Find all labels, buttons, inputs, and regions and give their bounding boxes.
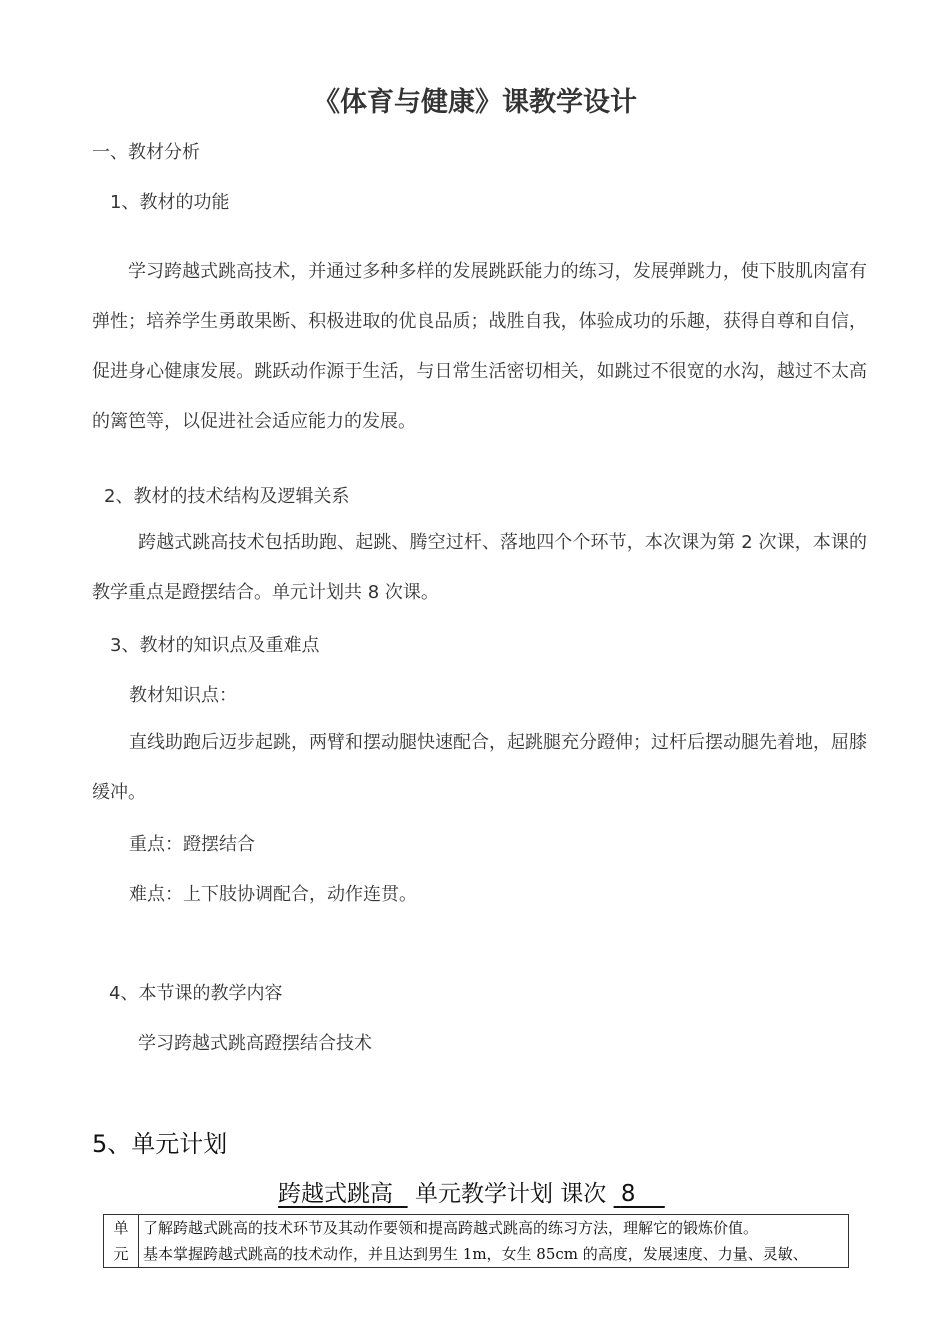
section1-heading: 一、教材分析 bbox=[92, 142, 200, 163]
content-line1: 了解跨越式跳高的技术环节及其动作要领和提高跨越式跳高的练习方法，理解它的锻炼价值。 bbox=[143, 1219, 759, 1237]
unit-plan-title bbox=[278, 1175, 665, 1208]
row-content-cell bbox=[139, 1215, 849, 1268]
subsection2-heading: 2、教材的技术结构及逻辑关系 bbox=[104, 486, 350, 507]
unit-plan-label: 单元教学计划 bbox=[414, 1181, 553, 1207]
subsection3-heading: 3、教材的知识点及重难点 bbox=[110, 635, 320, 656]
row-label-cell bbox=[104, 1215, 139, 1268]
knowledge-paragraph: 直线助跑后迈步起跳，两臂和摆动腿快速配合，起跳腿充分蹬伸；过杆后摆动腿先着地，屈膝缓冲。 bbox=[92, 732, 867, 803]
knowledge-label: 教材知识点： bbox=[129, 685, 237, 706]
subsection2-paragraph: 跨越式跳高技术包括助跑、起跳、腾空过杆、落地四个个环节，本次课为第 2 次课，本课的教学重点是蹬摆结合。单元计划共 8 次课。 bbox=[92, 532, 867, 603]
subsection5-heading: 5、单元计划 bbox=[92, 1130, 228, 1158]
lessons-value: 8 bbox=[620, 1181, 636, 1207]
unit-topic: 跨越式跳高 bbox=[278, 1181, 393, 1207]
content-line2: 基本掌握跨越式跳高的技术动作，并且达到男生 1m，女生 85cm 的高度，发展速度、力量、灵敏、 bbox=[143, 1245, 808, 1263]
lessons-label: 课次 bbox=[560, 1181, 607, 1207]
unit-plan-table bbox=[103, 1214, 849, 1268]
document-title: 《体育与健康》课教学设计 bbox=[313, 87, 637, 118]
table-row bbox=[104, 1215, 849, 1268]
subsection1-heading: 1、教材的功能 bbox=[110, 192, 230, 213]
row-label-line2: 元 bbox=[113, 1245, 129, 1263]
difficulty: 难点：上下肢协调配合，动作连贯。 bbox=[129, 884, 417, 905]
row-label-line1: 单 bbox=[113, 1219, 129, 1237]
lessons-value-field bbox=[614, 1181, 665, 1207]
subsection4-heading: 4、本节课的教学内容 bbox=[109, 983, 283, 1004]
subsection1-paragraph: 学习跨越式跳高技术，并通过多种多样的发展跳跃能力的练习，发展弹跳力，使下肢肌肉富有弹性；培养学生勇敢果断、积极进取的优良品质；战胜自我，体验成功的乐趣，获得自尊和自信，促进身心健康发展。跳跃动作源于生活，与日常生活密切相关，如跳过不很宽的水沟，越过不太高的篱笆等，以促进社会适应能力的发展。 bbox=[92, 261, 867, 432]
key-point: 重点：蹬摆结合 bbox=[129, 834, 255, 855]
subsection4-content: 学习跨越式跳高蹬摆结合技术 bbox=[138, 1033, 372, 1054]
unit-topic-blank bbox=[393, 1181, 408, 1207]
